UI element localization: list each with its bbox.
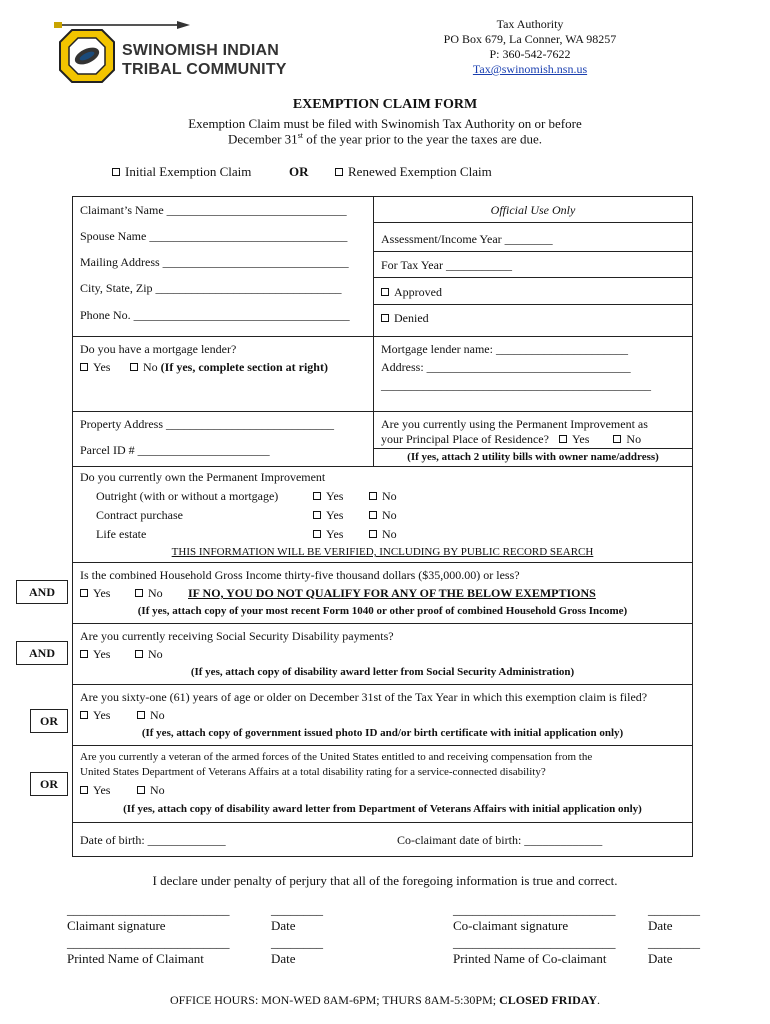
mortgage-no-checkbox[interactable]	[130, 363, 138, 371]
mortgage-question: Do you have a mortgage lender?	[80, 342, 237, 356]
coclaimant-dob-field[interactable]: Co-claimant date of birth: _____________	[397, 833, 603, 847]
property-address-field[interactable]: Property Address ____________________________	[80, 417, 334, 431]
assessment-year-field[interactable]: Assessment/Income Year ________	[381, 232, 553, 246]
coclaimant-sig-date-line[interactable]: ________	[648, 902, 700, 917]
outright-yes-checkbox[interactable]	[313, 492, 321, 500]
initial-claim-option[interactable]: Initial Exemption Claim	[112, 164, 251, 180]
claimant-sig-date-label: Date	[271, 918, 296, 933]
org-address: PO Box 679, La Conner, WA 98257	[443, 32, 617, 46]
printed-claimant-date-line[interactable]: ________	[271, 935, 323, 950]
coclaimant-signature-line[interactable]: _________________________	[453, 902, 616, 917]
intro-line-1: Exemption Claim must be filed with Swinomish Tax Authority on or before	[188, 116, 582, 131]
city-state-zip-field[interactable]: City, State, Zip _______________________________	[80, 281, 342, 295]
life-estate-no-checkbox[interactable]	[369, 530, 377, 538]
approved-checkbox[interactable]	[381, 288, 389, 296]
printed-coclaimant-line[interactable]: _________________________	[453, 935, 616, 950]
mortgage-note: (If yes, complete section at right)	[160, 360, 328, 374]
ssd-question: Are you currently receiving Social Security Disability payments?	[80, 629, 394, 643]
claimant-signature-line[interactable]: _________________________	[67, 902, 230, 917]
age-no-option[interactable]: No	[137, 708, 165, 723]
claimant-name-field[interactable]: Claimant’s Name ______________________________	[80, 203, 347, 217]
approved-option[interactable]: Approved	[381, 285, 442, 300]
parcel-id-field[interactable]: Parcel ID # ______________________	[80, 443, 270, 457]
ownership-row-contract: Contract purchase	[96, 508, 183, 522]
printed-claimant-line[interactable]: _________________________	[67, 935, 230, 950]
pi-note: (If yes, attach 2 utility bills with owner name/address)	[407, 451, 659, 463]
ssd-no-option[interactable]: No	[135, 647, 163, 662]
veteran-yes-checkbox[interactable]	[80, 786, 88, 794]
logo-line-1: SWINOMISH INDIAN	[122, 42, 279, 59]
ssd-no-checkbox[interactable]	[135, 650, 143, 658]
contract-no-option[interactable]: No	[369, 508, 397, 523]
mortgage-no-option[interactable]: No (If yes, complete section at right)	[130, 360, 328, 375]
life-estate-yes-option[interactable]: Yes	[313, 527, 343, 542]
printed-claimant-date-label: Date	[271, 951, 296, 966]
pi-no-checkbox[interactable]	[613, 435, 621, 443]
veteran-question-line-1: Are you currently a veteran of the armed forces of the United States entitled to and receiving compensation from the	[80, 751, 593, 763]
org-email-link[interactable]: Tax@swinomish.nsn.us	[472, 62, 588, 76]
denied-checkbox[interactable]	[381, 314, 389, 322]
connector-or-1: OR	[30, 709, 68, 733]
mortgage-address-field[interactable]: Address: __________________________________	[381, 360, 631, 374]
life-estate-no-option[interactable]: No	[369, 527, 397, 542]
outright-no-option[interactable]: No	[369, 489, 397, 504]
renewed-claim-checkbox[interactable]	[335, 168, 343, 176]
outright-yes-option[interactable]: Yes	[313, 489, 343, 504]
official-use-heading: Official Use Only	[490, 203, 576, 217]
initial-claim-checkbox[interactable]	[112, 168, 120, 176]
income-warning: IF NO, YOU DO NOT QUALIFY FOR ANY OF THE BELOW EXEMPTIONS	[188, 586, 596, 600]
ssd-note: (If yes, attach copy of disability award letter from Social Security Administration)	[190, 666, 575, 678]
intro-line-2: December 31st of the year prior to the year the taxes are due.	[228, 131, 542, 147]
office-hours: OFFICE HOURS: MON-WED 8AM-6PM; THURS 8AM-5:30PM; CLOSED FRIDAY.	[169, 993, 601, 1007]
coclaimant-sig-date-label: Date	[648, 918, 673, 933]
ownership-row-outright: Outright (with or without a mortgage)	[96, 489, 279, 503]
age-note: (If yes, attach copy of government issued photo ID and/or birth certificate with initial application only)	[141, 727, 624, 739]
mailing-address-field[interactable]: Mailing Address _______________________________	[80, 255, 349, 269]
tax-year-field[interactable]: For Tax Year ___________	[381, 258, 512, 272]
verification-note: THIS INFORMATION WILL BE VERIFIED, INCLUDING BY PUBLIC RECORD SEARCH	[171, 546, 594, 558]
age-yes-checkbox[interactable]	[80, 711, 88, 719]
contract-yes-checkbox[interactable]	[313, 511, 321, 519]
connector-and-2: AND	[16, 641, 68, 665]
veteran-yes-option[interactable]: Yes	[80, 783, 110, 798]
claimant-dob-field[interactable]: Date of birth: _____________	[80, 833, 226, 847]
income-no-checkbox[interactable]	[135, 589, 143, 597]
connector-and-1: AND	[16, 580, 68, 604]
pi-question-line-2: your Principal Place of Residence? Yes No	[381, 432, 642, 446]
printed-claimant-label: Printed Name of Claimant	[67, 951, 204, 966]
pi-yes-checkbox[interactable]	[559, 435, 567, 443]
coclaimant-signature-label: Co-claimant signature	[453, 918, 569, 933]
pi-question-line-1: Are you currently using the Permanent Improvement as	[381, 417, 648, 431]
printed-coclaimant-date-label: Date	[648, 951, 673, 966]
mortgage-yes-option[interactable]: Yes	[80, 360, 110, 375]
life-estate-yes-checkbox[interactable]	[313, 530, 321, 538]
connector-or-2: OR	[30, 772, 68, 796]
ssd-yes-checkbox[interactable]	[80, 650, 88, 658]
form-title: EXEMPTION CLAIM FORM	[292, 97, 478, 112]
printed-coclaimant-date-line[interactable]: ________	[648, 935, 700, 950]
mortgage-lender-name-field[interactable]: Mortgage lender name: ______________________	[381, 342, 628, 356]
veteran-no-checkbox[interactable]	[137, 786, 145, 794]
claimant-sig-date-line[interactable]: ________	[271, 902, 323, 917]
declaration-text: I declare under penalty of perjury that all of the foregoing information is true and correct.	[152, 873, 618, 888]
pi-yes-option[interactable]: Yes	[559, 432, 589, 446]
claimant-signature-label: Claimant signature	[67, 918, 166, 933]
mortgage-yes-checkbox[interactable]	[80, 363, 88, 371]
printed-coclaimant-label: Printed Name of Co-claimant	[453, 951, 607, 966]
income-no-option[interactable]: No	[135, 586, 163, 601]
org-phone: P: 360-542-7622	[489, 47, 571, 61]
denied-option[interactable]: Denied	[381, 311, 429, 326]
or-label: OR	[289, 164, 309, 179]
ssd-yes-option[interactable]: Yes	[80, 647, 110, 662]
spouse-name-field[interactable]: Spouse Name _________________________________	[80, 229, 348, 243]
income-question: Is the combined Household Gross Income thirty-five thousand dollars ($35,000.00) or less?	[80, 568, 520, 582]
org-name: Tax Authority	[496, 17, 564, 31]
mortgage-address-line-2[interactable]: _____________________________________________	[381, 378, 651, 392]
veteran-question-line-2: United States Department of Veterans Affairs at a total disability rating for a service-connected disability?	[80, 766, 546, 778]
income-yes-option[interactable]: Yes	[80, 586, 110, 601]
veteran-note: (If yes, attach copy of disability award letter from Department of Veterans Affairs with initial application only)	[123, 803, 642, 815]
contract-no-checkbox[interactable]	[369, 511, 377, 519]
contract-yes-option[interactable]: Yes	[313, 508, 343, 523]
age-yes-option[interactable]: Yes	[80, 708, 110, 723]
age-no-checkbox[interactable]	[137, 711, 145, 719]
income-note: (If yes, attach copy of your most recent Form 1040 or other proof of combined Household Gross Income)	[137, 605, 628, 617]
logo-line-2: TRIBAL COMMUNITY	[122, 61, 287, 78]
outright-no-checkbox[interactable]	[369, 492, 377, 500]
ownership-question: Do you currently own the Permanent Improvement	[80, 470, 326, 484]
ownership-row-life-estate: Life estate	[96, 527, 147, 541]
veteran-no-option[interactable]: No	[137, 783, 165, 798]
renewed-claim-option[interactable]: Renewed Exemption Claim	[335, 164, 492, 180]
phone-field[interactable]: Phone No. ____________________________________	[80, 308, 350, 322]
age-question: Are you sixty-one (61) years of age or older on December 31st of the Tax Year in which this exemption claim is filed?	[80, 690, 648, 704]
income-yes-checkbox[interactable]	[80, 589, 88, 597]
pi-no-option[interactable]: No	[613, 432, 641, 446]
